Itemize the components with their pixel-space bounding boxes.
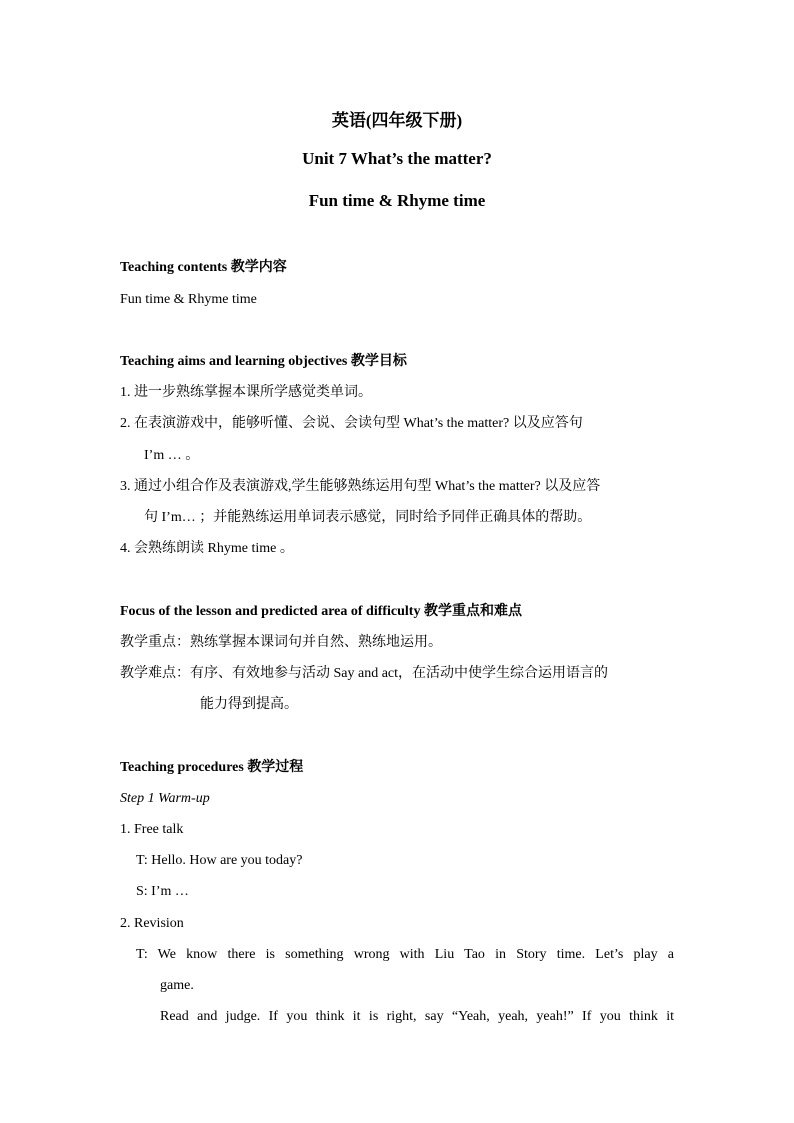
unit-title: Unit 7 What’s the matter? [302,149,492,168]
revision-teacher-line-1: T: We know there is something wrong with Liu Tao in Story time. Let’s play a [136,947,674,962]
contents-heading: Teaching contents 教学内容 [120,260,287,275]
contents-body: Fun time & Rhyme time [120,292,257,307]
revision-teacher-line-2: game. [160,978,194,993]
document-title: 英语(四年级下册) [331,111,463,130]
aims-heading: Teaching aims and learning objectives 教学目标 [120,354,407,369]
step-1-heading: Step 1 Warm-up [120,791,210,806]
focus-difficulty-line-1: 教学难点：有序、有效地参与活动 Say and act，在活动中使学生综合运用语言的 [120,666,609,681]
aims-item-1: 1. 进一步熟练掌握本课所学感觉类单词。 [120,385,372,400]
revision-label: 2. Revision [120,916,184,931]
aims-item-3-line-2: 句 I’m… ；并能熟练运用单词表示感觉，同时给予同伴正确具体的帮助。 [144,510,592,525]
aims-item-4: 4. 会熟练朗读 Rhyme time 。 [120,541,294,556]
focus-heading: Focus of the lesson and predicted area of difficulty 教学重点和难点 [120,604,522,619]
student-line: S: I’m … [136,884,189,899]
lesson-title: Fun time & Rhyme time [308,191,486,210]
teacher-line: T: Hello. How are you today? [136,853,303,868]
focus-key-point: 教学重点：熟练掌握本课词句并自然、熟练地运用。 [120,635,442,650]
aims-item-3-line-1: 3. 通过小组合作及表演游戏,学生能够熟练运用句型 What’s the matter? 以及应答 [120,479,601,494]
free-talk-label: 1. Free talk [120,822,184,837]
aims-item-2-line-2: I’m … 。 [144,448,200,463]
revision-teacher-line-3: Read and judge. If you think it is right, say “Yeah, yeah, yeah!” If you think it [160,1009,674,1024]
aims-item-2-line-1: 2. 在表演游戏中，能够听懂、会说、会读句型 What’s the matter? 以及应答句 [120,416,583,431]
focus-difficulty-line-2: 能力得到提高。 [200,697,298,712]
procedures-heading: Teaching procedures 教学过程 [120,760,304,775]
